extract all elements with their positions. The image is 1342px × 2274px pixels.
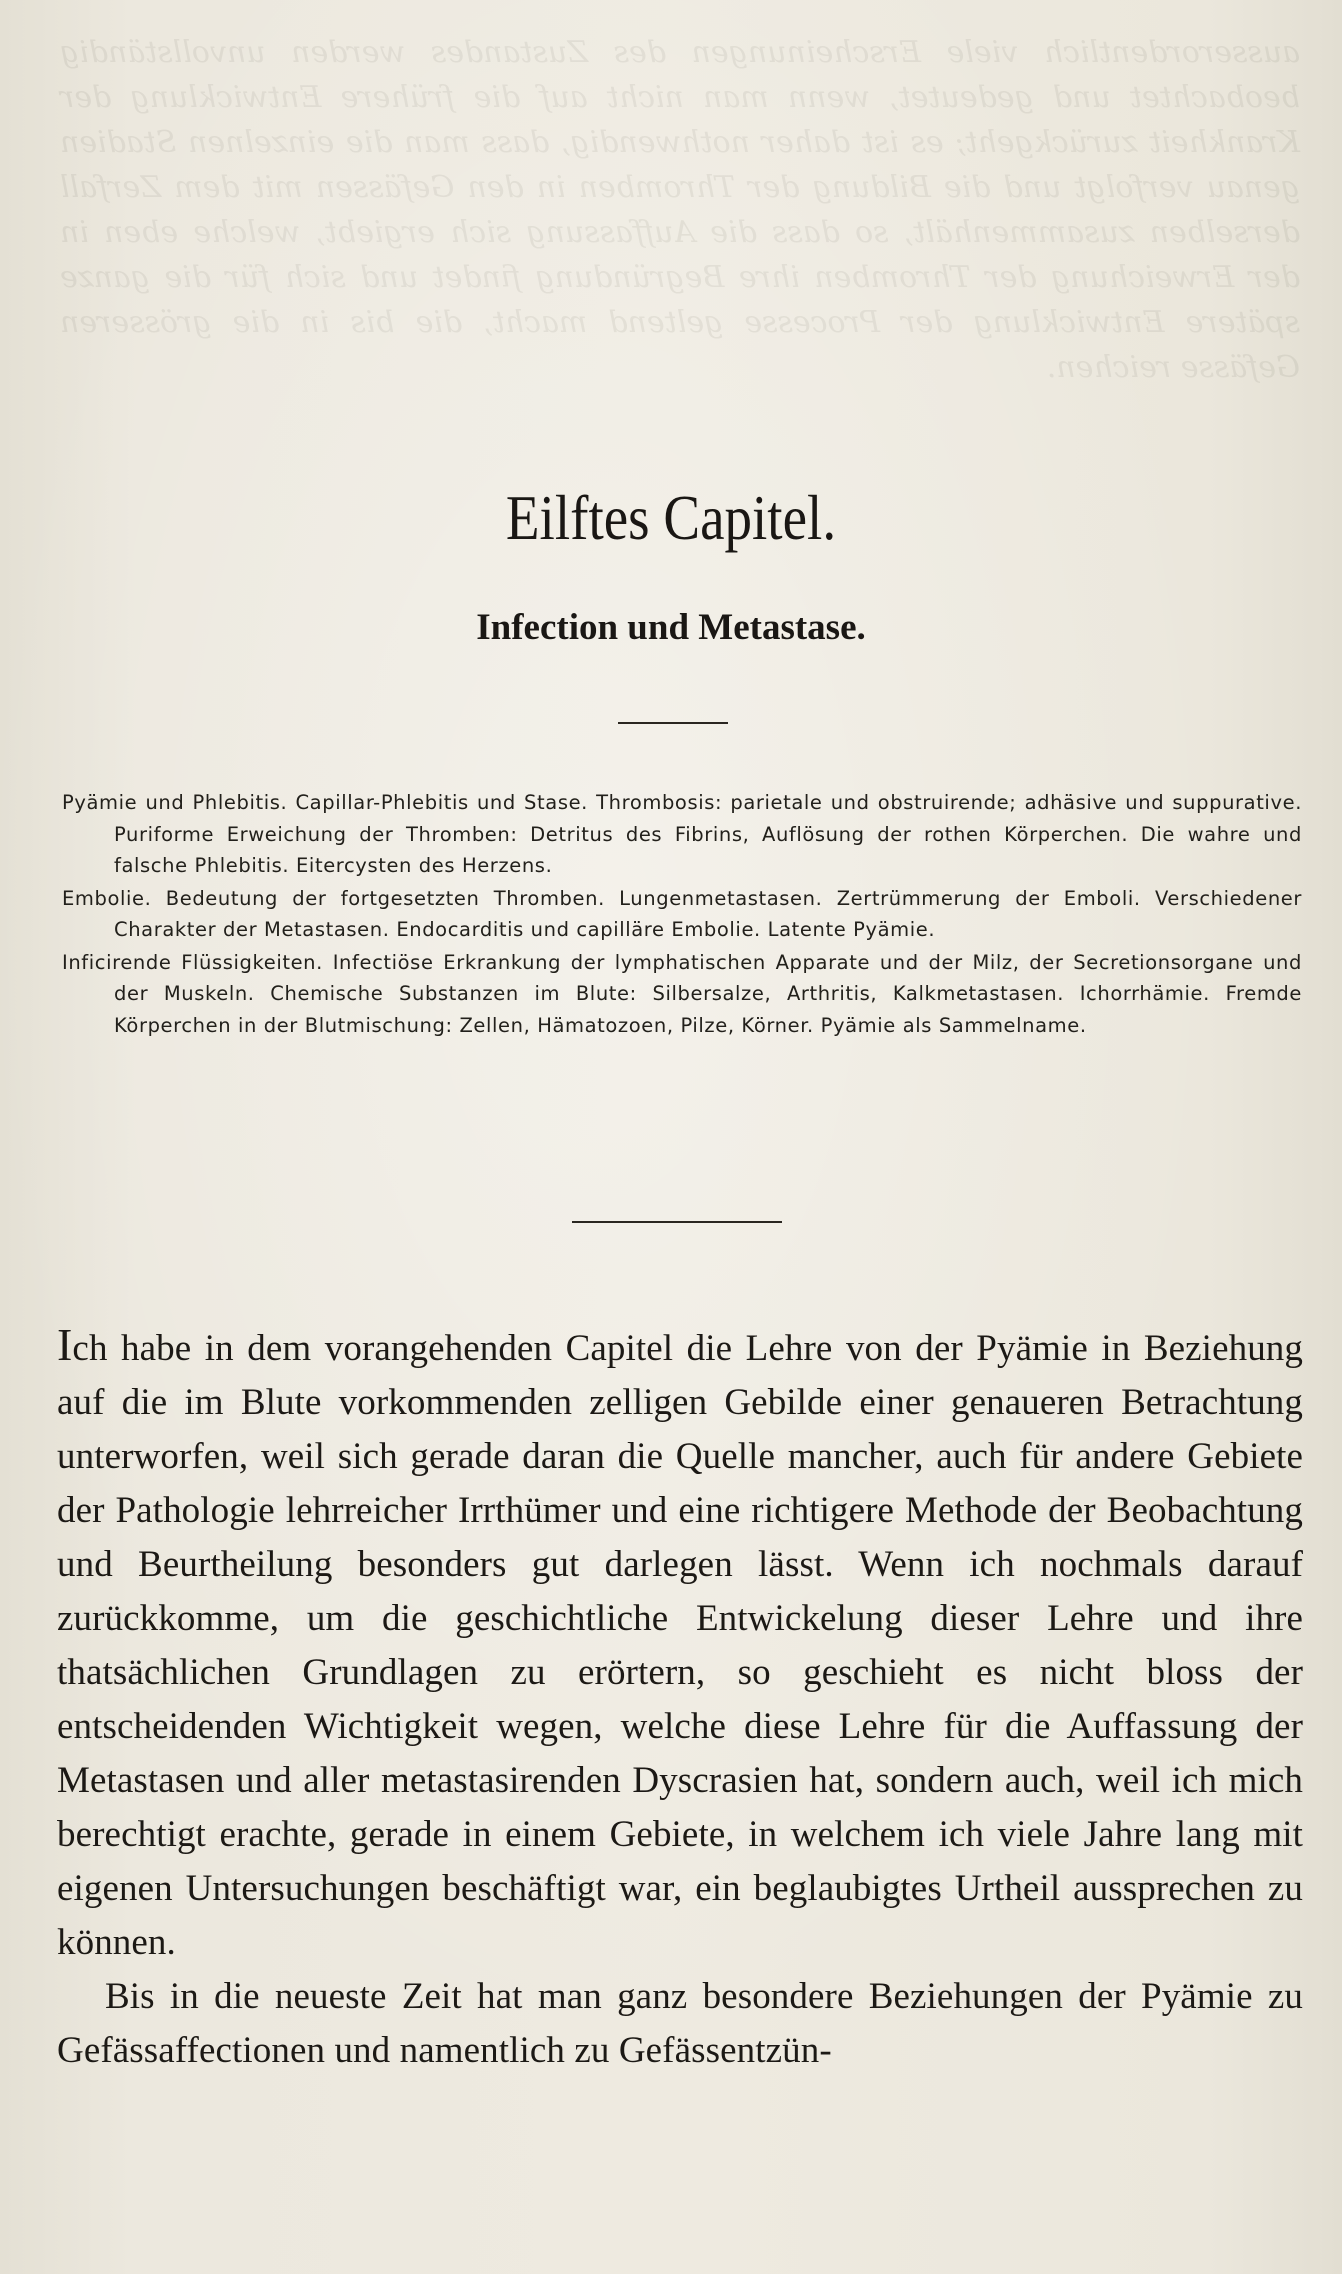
- divider-top: [618, 722, 728, 724]
- initial-letter: I: [57, 1319, 73, 1370]
- chapter-title: Eilftes Capitel.: [505, 482, 837, 553]
- chapter-summary: [62, 787, 1302, 1041]
- body-text: [57, 1318, 1303, 2078]
- body-paragraph: [57, 1318, 1303, 1970]
- paragraph-text: ch habe in dem vorangehenden Capitel die Lehre von der Pyämie in Beziehung auf die im Blute vorkommenden zelligen Gebilde einer genaueren Betrachtung unterworfen, weil sich gerade daran die Quelle mancher, auch für andere Gebiete der Pathologie lehrreicher Irrthümer und eine richtigere Methode der Beobachtung und Beurtheilung besonders gut darlegen lässt. Wenn ich nochmals darauf zurückkomme, um die geschichtliche Entwickelung dieser Lehre und ihre thatsächlichen Grundlagen zu erörtern, so geschieht es nicht bloss der entscheidenden Wichtigkeit wegen, welche diese Lehre für die Auffassung der Metastasen und aller metastasirenden Dyscrasien hat, sondern auch, weil ich mich berechtigt erachte, gerade in einem Gebiete, in welchem ich viele Jahre lang mit eigenen Untersuchungen beschäftigt war, ein beglaubigtes Urtheil aussprechen zu können.: [57, 1328, 1303, 1963]
- show-through-text: ausserordentlich viele Erscheinungen des Zustandes werden unvollständig beobachtet und gedeutet, wenn man nicht auf die frühere Entwicklung der Krankheit zurückgeht; es ist daher nothwendig, dass man die einzelnen Stadien genau verfolgt und die Bildung der Thromben in den Gefässen mit dem Zerfall derselben zusammenhält, so dass die Auffassung sich ergiebt, welche eben in der Erweichung der Thromben ihre Begründung findet und sich für die ganze spätere Entwicklung der Processe geltend macht, die bis in die grösseren Gefässe reichen.: [60, 35, 1300, 385]
- divider-bottom: [572, 1221, 782, 1223]
- summary-paragraph: Inficirende Flüssigkeiten. Infectiöse Erkrankung der lymphatischen Apparate und der Milz, der Secretionsorgane und der Muskeln. Chemische Substanzen im Blute: Silbersalze, Arthritis, Kalkmetastasen. Ichorrhämie. Fremde Körperchen in der Blutmischung: Zellen, Hämatozoen, Pilze, Körner. Pyämie als Sammelname.: [62, 950, 1302, 1037]
- body-paragraph: Bis in die neueste Zeit hat man ganz besondere Beziehungen der Pyämie zu Gefässaffectionen und namentlich zu Gefässentzün-: [57, 1976, 1303, 2071]
- summary-paragraph: Pyämie und Phlebitis. Capillar-Phlebitis und Stase. Thrombosis: parietale und obstruirende; adhäsive und suppurative. Puriforme Erweichung der Thromben: Detritus des Fibrins, Auflösung der rothen Körperchen. Die wahre und falsche Phlebitis. Eitercysten des Herzens.: [62, 791, 1302, 877]
- summary-paragraph: Embolie. Bedeutung der fortgesetzten Thromben. Lungenmetastasen. Zertrümmerung der Emboli. Verschiedener Charakter der Metastasen. Endocarditis und capilläre Embolie. Latente Pyämie.: [62, 886, 1302, 941]
- chapter-subtitle: Infection und Metastase.: [476, 607, 866, 648]
